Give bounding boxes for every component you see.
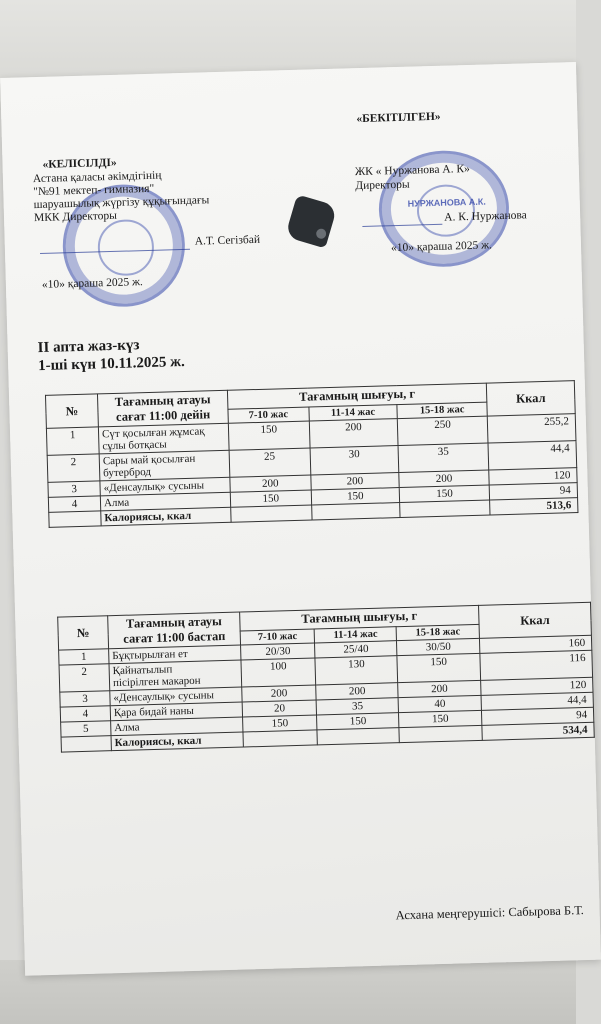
age-header: 7-10 жас bbox=[228, 407, 309, 424]
empty-cell bbox=[61, 736, 111, 752]
kcal-cell: 160 bbox=[479, 635, 591, 653]
stamp-text: НУРЖАНОВА А.К. bbox=[407, 196, 486, 209]
age-header: 15-18 жас bbox=[396, 624, 479, 641]
document-page bbox=[0, 62, 601, 976]
right-header-line1: ЖК « Нуржанова А. К» bbox=[354, 162, 470, 179]
yield-cell: 150 bbox=[228, 421, 309, 450]
binder-clip bbox=[285, 194, 338, 248]
yield-cell: 25 bbox=[229, 448, 310, 477]
empty-cell bbox=[49, 511, 101, 527]
dish-name bbox=[98, 423, 229, 454]
dish-name: Бұқтырылған ет bbox=[109, 645, 241, 664]
dish-name-line1: Сары май қосылған bbox=[102, 452, 196, 468]
kcal-cell: 44,4 bbox=[481, 692, 593, 710]
kcal-cell: 116 bbox=[480, 650, 593, 680]
col-dish-header-line1: Тағамның атауы bbox=[125, 614, 222, 631]
yield-cell: 200 bbox=[309, 419, 398, 448]
yield-cell: 150 bbox=[311, 488, 400, 505]
col-number-header: № bbox=[45, 394, 98, 428]
empty-cell bbox=[311, 503, 400, 520]
col-yield-header: Тағамның шығуы, г bbox=[240, 605, 479, 630]
left-header-line2: "№91 мектеп- гимназия" bbox=[33, 182, 155, 199]
dish-name-line2: сұлы ботқасы bbox=[102, 438, 167, 453]
kcal-cell: 120 bbox=[489, 468, 577, 485]
yield-cell: 30/50 bbox=[397, 638, 480, 655]
yield-cell: 200 bbox=[398, 680, 481, 697]
yield-cell: 200 bbox=[242, 685, 317, 702]
kcal-cell: 94 bbox=[489, 483, 577, 500]
empty-cell bbox=[243, 730, 318, 747]
empty-cell bbox=[317, 728, 399, 745]
col-dish-header bbox=[108, 612, 241, 649]
dish-name bbox=[109, 660, 242, 691]
yield-cell: 130 bbox=[315, 656, 398, 685]
col-yield-header: Тағамның шығуы, г bbox=[227, 383, 486, 409]
total-kcal: 534,4 bbox=[482, 722, 594, 740]
dish-name-line1: Сүт қосылған жұмсақ bbox=[101, 425, 205, 441]
yield-cell: 150 bbox=[243, 715, 318, 732]
menu-table-after-11 bbox=[57, 602, 595, 753]
dish-name: Алма bbox=[111, 717, 243, 736]
right-header-name: А. К. Нуржанова bbox=[444, 209, 527, 224]
age-header: 11-14 жас bbox=[308, 404, 397, 421]
empty-cell bbox=[399, 725, 482, 742]
row-number: 3 bbox=[60, 691, 110, 707]
row-number: 3 bbox=[48, 481, 100, 497]
total-label: Калориясы, ккал bbox=[101, 507, 231, 526]
approval-left-title: «КЕЛІСІЛДІ» bbox=[42, 156, 117, 171]
left-header-line4: МКК Директоры bbox=[33, 209, 118, 225]
yield-cell: 200 bbox=[399, 470, 489, 487]
empty-cell bbox=[231, 505, 312, 522]
empty-cell bbox=[400, 500, 490, 517]
yield-cell: 100 bbox=[241, 658, 316, 687]
yield-cell: 150 bbox=[230, 490, 311, 507]
left-header-date: «10» қараша 2025 ж. bbox=[41, 276, 143, 291]
yield-cell: 200 bbox=[230, 475, 311, 492]
row-number: 2 bbox=[59, 664, 110, 692]
row-number: 4 bbox=[60, 706, 110, 722]
yield-cell: 30 bbox=[310, 446, 399, 475]
yield-cell: 20/30 bbox=[241, 643, 316, 660]
col-dish-header-line2: сағат 11:00 дейін bbox=[115, 407, 211, 424]
day-title: 1-ші күн 10.11.2025 ж. bbox=[37, 353, 186, 375]
age-header: 15-18 жас bbox=[397, 402, 487, 419]
row-number: 1 bbox=[59, 649, 109, 665]
dish-name-line2: пісірілген макарон bbox=[112, 674, 201, 690]
yield-cell: 250 bbox=[398, 416, 488, 445]
age-header: 7-10 жас bbox=[240, 629, 315, 646]
col-dish-header-line2: сағат 11:00 бастап bbox=[123, 628, 226, 646]
left-header-line3: шаруашылық жүргізу құқығындағы bbox=[33, 194, 210, 212]
kcal-cell: 120 bbox=[481, 677, 593, 695]
yield-cell: 150 bbox=[399, 710, 482, 727]
right-header-line2: Директоры bbox=[355, 178, 410, 193]
kcal-cell: 255,2 bbox=[487, 414, 576, 443]
kcal-cell: 94 bbox=[481, 707, 593, 725]
dish-name-line2: бутерброд bbox=[103, 465, 152, 480]
col-dish-header-line1: Тағамның атауы bbox=[114, 392, 211, 409]
yield-cell: 25/40 bbox=[315, 641, 397, 658]
yield-cell: 35 bbox=[316, 698, 398, 715]
right-header-date: «10» қараша 2025 ж. bbox=[390, 239, 493, 255]
yield-cell: 35 bbox=[398, 443, 488, 472]
col-dish-header bbox=[97, 390, 228, 427]
dish-name-line1: Қайнатылып bbox=[112, 663, 173, 678]
total-kcal: 513,6 bbox=[490, 498, 578, 515]
yield-cell: 40 bbox=[398, 695, 481, 712]
yield-cell: 200 bbox=[310, 473, 399, 490]
col-kcal-header: Ккал bbox=[486, 381, 575, 416]
dish-name: «Денсаулық» сусыны bbox=[110, 687, 242, 706]
col-kcal-header: Ккал bbox=[479, 602, 592, 638]
yield-cell: 200 bbox=[316, 683, 398, 700]
yield-cell: 20 bbox=[242, 700, 317, 717]
total-label: Калориясы, ккал bbox=[111, 732, 243, 751]
left-header-line1: Астана қаласы әкімдігінің bbox=[32, 169, 162, 186]
dish-name: Алма bbox=[100, 492, 230, 511]
week-title: II апта жаз-күз bbox=[37, 337, 140, 357]
col-number-header: № bbox=[58, 616, 109, 650]
yield-cell: 150 bbox=[397, 653, 481, 682]
yield-cell: 150 bbox=[317, 713, 399, 730]
left-header-name: А.Т. Сегізбай bbox=[194, 233, 261, 248]
yield-cell: 150 bbox=[399, 485, 489, 502]
dish-name: Қара бидай наны bbox=[110, 702, 242, 721]
row-number: 2 bbox=[47, 454, 100, 482]
dish-name: «Денсаулық» сусыны bbox=[100, 477, 230, 496]
approval-right-title: «БЕКІТІЛГЕН» bbox=[356, 110, 441, 126]
kcal-cell: 44,4 bbox=[488, 441, 577, 470]
dish-name bbox=[99, 450, 230, 481]
menu-table-before-11 bbox=[45, 380, 579, 528]
row-number: 1 bbox=[46, 427, 99, 455]
age-header: 11-14 жас bbox=[314, 626, 396, 643]
kitchen-manager-signature: Асхана меңгерушісі: Сабырова Б.Т. bbox=[395, 903, 584, 923]
row-number: 4 bbox=[48, 496, 100, 512]
row-number: 5 bbox=[61, 721, 111, 737]
